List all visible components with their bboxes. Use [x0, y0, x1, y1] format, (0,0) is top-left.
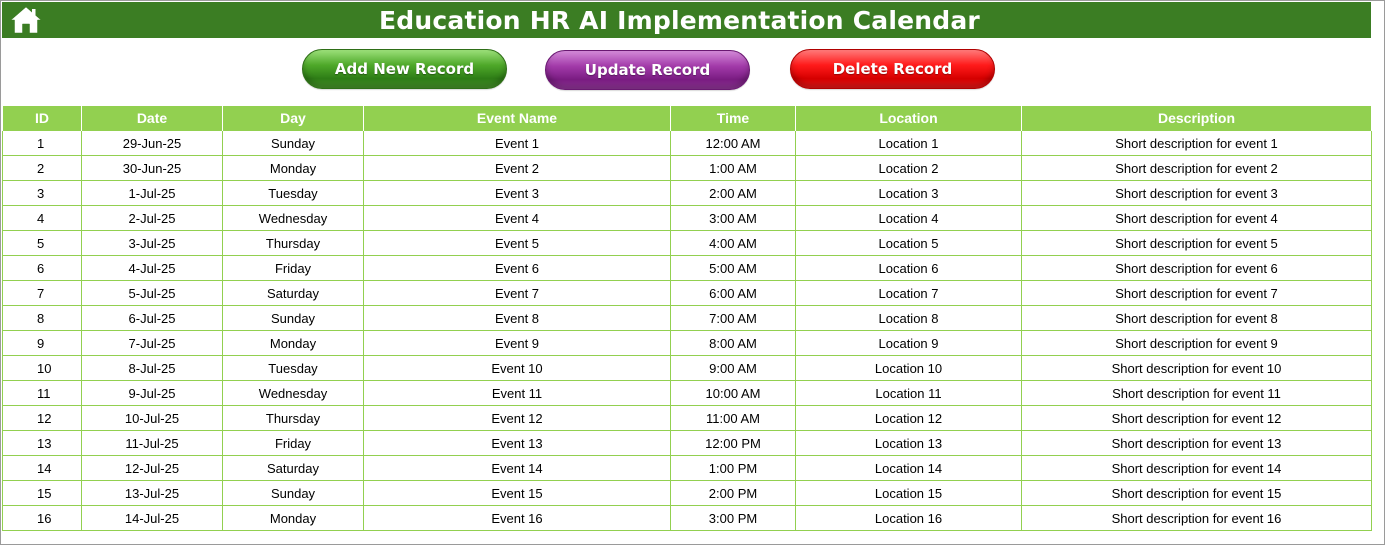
cell-day[interactable]: Monday	[223, 156, 364, 181]
cell-day[interactable]: Sunday	[223, 481, 364, 506]
cell-date[interactable]: 11-Jul-25	[82, 431, 223, 456]
cell-description[interactable]: Short description for event 13	[1022, 431, 1372, 456]
cell-description[interactable]: Short description for event 1	[1022, 131, 1372, 156]
cell-date[interactable]: 1-Jul-25	[82, 181, 223, 206]
cell-date[interactable]: 2-Jul-25	[82, 206, 223, 231]
page-title: Education HR AI Implementation Calendar	[379, 5, 980, 35]
column-header-id[interactable]: ID	[3, 106, 82, 131]
cell-location[interactable]: Location 1	[796, 131, 1022, 156]
cell-time[interactable]: 9:00 AM	[671, 356, 796, 381]
table-row[interactable]	[3, 331, 1372, 356]
cell-description[interactable]: Short description for event 11	[1022, 381, 1372, 406]
cell-day[interactable]: Friday	[223, 256, 364, 281]
cell-event-name[interactable]: Event 2	[364, 156, 671, 181]
cell-event-name[interactable]: Event 14	[364, 456, 671, 481]
cell-description[interactable]: Short description for event 6	[1022, 256, 1372, 281]
cell-description[interactable]: Short description for event 16	[1022, 506, 1372, 531]
column-header-time[interactable]: Time	[671, 106, 796, 131]
cell-id[interactable]: 6	[3, 256, 82, 281]
cell-event-name[interactable]: Event 4	[364, 206, 671, 231]
cell-description[interactable]: Short description for event 8	[1022, 306, 1372, 331]
cell-description[interactable]: Short description for event 9	[1022, 331, 1372, 356]
cell-date[interactable]: 12-Jul-25	[82, 456, 223, 481]
cell-day[interactable]: Thursday	[223, 231, 364, 256]
cell-id[interactable]: 5	[3, 231, 82, 256]
cell-date[interactable]: 3-Jul-25	[82, 231, 223, 256]
cell-id[interactable]: 10	[3, 356, 82, 381]
cell-date[interactable]: 5-Jul-25	[82, 281, 223, 306]
cell-id[interactable]: 4	[3, 206, 82, 231]
cell-id[interactable]: 3	[3, 181, 82, 206]
cell-event-name[interactable]: Event 7	[364, 281, 671, 306]
cell-time[interactable]: 3:00 AM	[671, 206, 796, 231]
cell-day[interactable]: Tuesday	[223, 181, 364, 206]
cell-location[interactable]: Location 10	[796, 356, 1022, 381]
cell-date[interactable]: 9-Jul-25	[82, 381, 223, 406]
cell-time[interactable]: 1:00 PM	[671, 456, 796, 481]
column-header-day[interactable]: Day	[223, 106, 364, 131]
table-row[interactable]	[3, 131, 1372, 156]
cell-id[interactable]: 15	[3, 481, 82, 506]
column-header-description[interactable]: Description	[1022, 106, 1372, 131]
cell-event-name[interactable]: Event 11	[364, 381, 671, 406]
column-header-event-name[interactable]: Event Name	[364, 106, 671, 131]
table-header-row	[3, 106, 1372, 131]
cell-description[interactable]: Short description for event 7	[1022, 281, 1372, 306]
cell-event-name[interactable]: Event 13	[364, 431, 671, 456]
cell-time[interactable]: 11:00 AM	[671, 406, 796, 431]
cell-day[interactable]: Wednesday	[223, 381, 364, 406]
cell-location[interactable]: Location 12	[796, 406, 1022, 431]
cell-time[interactable]: 12:00 AM	[671, 131, 796, 156]
cell-id[interactable]: 14	[3, 456, 82, 481]
cell-id[interactable]: 7	[3, 281, 82, 306]
cell-id[interactable]: 9	[3, 331, 82, 356]
table-row[interactable]	[3, 481, 1372, 506]
cell-id[interactable]: 16	[3, 506, 82, 531]
cell-time[interactable]: 5:00 AM	[671, 256, 796, 281]
home-icon[interactable]	[10, 5, 42, 35]
cell-event-name[interactable]: Event 1	[364, 131, 671, 156]
cell-description[interactable]: Short description for event 3	[1022, 181, 1372, 206]
cell-location[interactable]: Location 15	[796, 481, 1022, 506]
cell-event-name[interactable]: Event 9	[364, 331, 671, 356]
cell-date[interactable]: 8-Jul-25	[82, 356, 223, 381]
cell-event-name[interactable]: Event 3	[364, 181, 671, 206]
cell-location[interactable]: Location 7	[796, 281, 1022, 306]
cell-date[interactable]: 30-Jun-25	[82, 156, 223, 181]
table-row[interactable]	[3, 381, 1372, 406]
cell-description[interactable]: Short description for event 5	[1022, 231, 1372, 256]
cell-time[interactable]: 10:00 AM	[671, 381, 796, 406]
cell-day[interactable]: Saturday	[223, 456, 364, 481]
column-header-date[interactable]: Date	[82, 106, 223, 131]
table-row[interactable]	[3, 256, 1372, 281]
cell-id[interactable]: 8	[3, 306, 82, 331]
table-row[interactable]	[3, 231, 1372, 256]
table-body	[3, 131, 1372, 531]
title-bar	[2, 2, 1371, 38]
cell-date[interactable]: 13-Jul-25	[82, 481, 223, 506]
cell-description[interactable]: Short description for event 2	[1022, 156, 1372, 181]
cell-location[interactable]: Location 13	[796, 431, 1022, 456]
cell-day[interactable]: Monday	[223, 506, 364, 531]
cell-location[interactable]: Location 8	[796, 306, 1022, 331]
cell-id[interactable]: 12	[3, 406, 82, 431]
cell-event-name[interactable]: Event 5	[364, 231, 671, 256]
cell-event-name[interactable]: Event 12	[364, 406, 671, 431]
cell-date[interactable]: 7-Jul-25	[82, 331, 223, 356]
cell-date[interactable]: 29-Jun-25	[82, 131, 223, 156]
table-row[interactable]	[3, 431, 1372, 456]
delete-record-button[interactable]: Delete Record	[790, 49, 995, 89]
cell-day[interactable]: Wednesday	[223, 206, 364, 231]
table-row[interactable]	[3, 181, 1372, 206]
cell-day[interactable]: Friday	[223, 431, 364, 456]
table-row[interactable]	[3, 506, 1372, 531]
cell-location[interactable]: Location 3	[796, 181, 1022, 206]
cell-time[interactable]: 4:00 AM	[671, 231, 796, 256]
cell-time[interactable]: 2:00 AM	[671, 181, 796, 206]
add-new-record-button[interactable]: Add New Record	[302, 49, 507, 89]
cell-description[interactable]: Short description for event 10	[1022, 356, 1372, 381]
cell-day[interactable]: Sunday	[223, 306, 364, 331]
cell-time[interactable]: 6:00 AM	[671, 281, 796, 306]
events-table	[2, 106, 1372, 531]
cell-date[interactable]: 4-Jul-25	[82, 256, 223, 281]
cell-event-name[interactable]: Event 16	[364, 506, 671, 531]
table-row[interactable]	[3, 406, 1372, 431]
cell-location[interactable]: Location 6	[796, 256, 1022, 281]
cell-location[interactable]: Location 9	[796, 331, 1022, 356]
cell-event-name[interactable]: Event 8	[364, 306, 671, 331]
table-row[interactable]	[3, 206, 1372, 231]
table-row[interactable]	[3, 456, 1372, 481]
cell-day[interactable]: Saturday	[223, 281, 364, 306]
cell-event-name[interactable]: Event 6	[364, 256, 671, 281]
table-row[interactable]	[3, 281, 1372, 306]
cell-id[interactable]: 13	[3, 431, 82, 456]
column-header-location[interactable]: Location	[796, 106, 1022, 131]
cell-date[interactable]: 10-Jul-25	[82, 406, 223, 431]
cell-description[interactable]: Short description for event 4	[1022, 206, 1372, 231]
cell-location[interactable]: Location 14	[796, 456, 1022, 481]
cell-time[interactable]: 8:00 AM	[671, 331, 796, 356]
table-row[interactable]	[3, 306, 1372, 331]
cell-description[interactable]: Short description for event 14	[1022, 456, 1372, 481]
cell-description[interactable]: Short description for event 15	[1022, 481, 1372, 506]
cell-date[interactable]: 14-Jul-25	[82, 506, 223, 531]
cell-day[interactable]: Thursday	[223, 406, 364, 431]
cell-location[interactable]: Location 5	[796, 231, 1022, 256]
cell-time[interactable]: 7:00 AM	[671, 306, 796, 331]
cell-location[interactable]: Location 4	[796, 206, 1022, 231]
update-record-button[interactable]: Update Record	[545, 50, 750, 90]
cell-location[interactable]: Location 16	[796, 506, 1022, 531]
cell-day[interactable]: Sunday	[223, 131, 364, 156]
table-row[interactable]	[3, 156, 1372, 181]
cell-id[interactable]: 11	[3, 381, 82, 406]
cell-description[interactable]: Short description for event 12	[1022, 406, 1372, 431]
cell-location[interactable]: Location 11	[796, 381, 1022, 406]
cell-event-name[interactable]: Event 15	[364, 481, 671, 506]
table-row[interactable]	[3, 356, 1372, 381]
cell-time[interactable]: 1:00 AM	[671, 156, 796, 181]
cell-time[interactable]: 3:00 PM	[671, 506, 796, 531]
cell-id[interactable]: 2	[3, 156, 82, 181]
cell-time[interactable]: 2:00 PM	[671, 481, 796, 506]
cell-location[interactable]: Location 2	[796, 156, 1022, 181]
cell-id[interactable]: 1	[3, 131, 82, 156]
cell-date[interactable]: 6-Jul-25	[82, 306, 223, 331]
cell-day[interactable]: Monday	[223, 331, 364, 356]
cell-time[interactable]: 12:00 PM	[671, 431, 796, 456]
cell-day[interactable]: Tuesday	[223, 356, 364, 381]
cell-event-name[interactable]: Event 10	[364, 356, 671, 381]
